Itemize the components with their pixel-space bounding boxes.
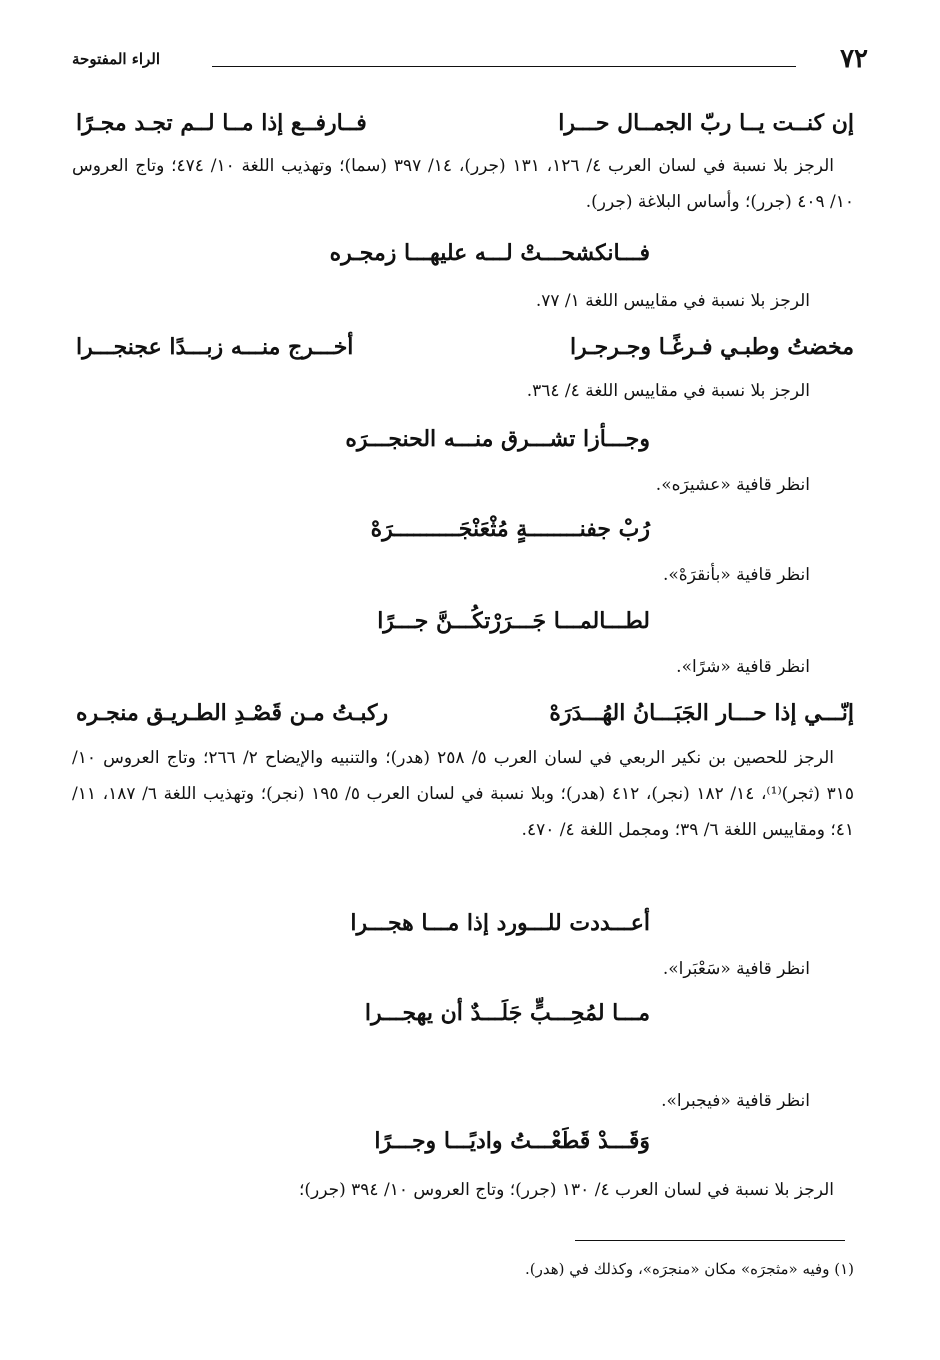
verse-second-hemistich: فــارفــع إذا مــا لــم تجـد مجـرًا — [76, 110, 367, 136]
verse-second-hemistich: أخـــرج منـــه زبـــدًا عجنجـــرا — [76, 334, 354, 360]
cross-reference: انظر قافية «عشيرَه». — [655, 475, 810, 495]
verse-line: لطـــالمـــا جَـــرَرْتكُـــنَّ جـــرًا — [377, 608, 650, 634]
verse-second-hemistich: ركبـتُ مـن قَصْـدِ الطـريـق منجـره — [76, 700, 389, 726]
verse-first-hemistich: إنّـــي إذا حـــار الجَبَـــانُ الهُـــدَرَهْ — [549, 700, 854, 726]
chapter-title: الراء المفتوحة — [72, 50, 161, 68]
source-note: الرجز بلا نسبة في لسان العرب ٤/ ١٣٠ (جرر)؛ وتاج العروس ١٠/ ٣٩٤ (جرر)؛ — [299, 1180, 834, 1200]
verse-first-hemistich: إن كنــت يــا ربّ الجمــال حـــرا — [558, 110, 854, 136]
cross-reference: انظر قافية «شرًا». — [676, 657, 810, 677]
verse-line: مـــا لمُحِـــبٍّ جَلَـــدٌ أن يهجـــرا — [364, 1000, 650, 1026]
source-note: الرجز للحصين بن نكير الربعي في لسان العرب ٥/ ٢٥٨ (هدر)؛ والتنبيه والإيضاح ٢/ ٢٦٦؛ وتاج العروس ١٠/ ٣١٥ (ثجر)⁽¹⁾، ١٤/ ١٨٢ (نجر)، ٤١٢ (هدر)؛ وبلا نسبة في لسان العرب ٥/ ١٩٥ (نجر)؛ وتهذيب اللغة ٦/ ١٨٧، ١١/ ٤١؛ ومقاييس اللغة ٦/ ٣٩؛ ومجمل اللغة ٤/ ٤٧٠. — [72, 748, 854, 840]
verse-line: وَقَـــدْ قَطَعْـــتُ واديًـــا وجـــرًا — [374, 1128, 650, 1154]
cross-reference: انظر قافية «فيجبرا». — [661, 1091, 810, 1111]
verse-line: رُبْ جفنــــــــةٍ مُثْعَنْجَــــــــــرَهْ — [370, 516, 650, 542]
footnote: (١) وفيه «مثجرَه» مكان «منجرَه»، وكذلك في (هدر). — [525, 1260, 854, 1278]
verse-line: وجـــأزا تشـــرق منـــه الحنجـــرَه — [345, 426, 650, 452]
source-note: الرجز بلا نسبة في مقاييس اللغة ١/ ٧٧. — [535, 291, 810, 311]
cross-reference: انظر قافية «سَعْبَرا». — [662, 959, 810, 979]
source-note: الرجز بلا نسبة في مقاييس اللغة ٤/ ٣٦٤. — [526, 381, 810, 401]
verse-line: أعـــددت للـــورد إذا مـــا هجـــرا — [350, 910, 650, 936]
footnote-rule — [575, 1240, 845, 1241]
cross-reference: انظر قافية «بأنقرَهْ». — [663, 565, 810, 585]
page-number: ٧٢ — [840, 44, 868, 74]
verse-line: فـــانكشحـــتْ لـــه عليهـــا زمجـره — [329, 240, 650, 266]
source-note: الرجز بلا نسبة في لسان العرب ٤/ ١٢٦، ١٣١ (جرر)، ١٤/ ٣٩٧ (سما)؛ وتهذيب اللغة ١٠/ ٤٧٤؛ وتاج العروس ١٠/ ٤٠٩ (جرر)؛ وأساس البلاغة (جرر). — [72, 156, 854, 212]
verse-first-hemistich: مخضتُ وطبـي فـرغًـا وجـرجـرا — [569, 334, 854, 360]
header-rule — [212, 66, 796, 67]
page-header — [72, 42, 868, 76]
